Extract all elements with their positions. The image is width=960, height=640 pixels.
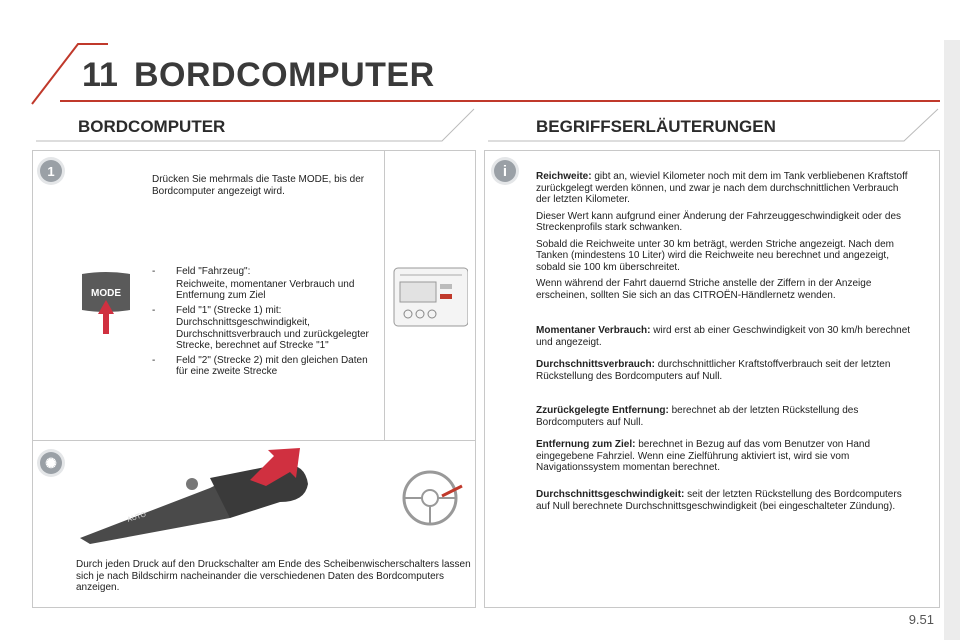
radio-unit-illustration [392,266,468,328]
list-item: - Feld "2" (Strecke 2) mit den gleichen Daten für eine zweite Strecke [152,354,368,377]
info-icon: i [494,160,516,182]
left-panel-vdivider [384,150,385,440]
header-rule [60,100,940,102]
right-section-underline [486,105,942,145]
press-arrow-icon [248,446,302,486]
step-badge: 1 [40,160,62,182]
page-number: 9.51 [908,612,934,627]
definitions [536,171,914,306]
list-item-detail: Durchschnittsgeschwindigkeit, Durchschnittsverbrauch und zurückgelegter Strecke, berechnet auf Strecke "1" [176,317,369,351]
def-durchschnittsverbrauch: Durchschnittsverbrauch: durchschnittlicher Kraftstoffverbrauch seit der letzten Rückstellung des Bordcomputers auf Null. [536,359,891,382]
def-zurueckgelegt: Zzurückgelegte Entfernung: berechnet ab der letzten Rückstellung des Bordcomputers auf Null. [536,405,859,428]
def-entfernung-ziel: Entfernung zum Ziel: berechnet in Bezug auf das vom Benutzer von Hand eingegebene Fahrziel. Wenn eine Zielführung aktiviert ist, wird sie vom Navigationssystem momentan berechnet. [536,439,871,473]
step-instruction: Drücken Sie mehrmals die Taste MODE, bis der Bordcomputer angezeigt wird. [152,174,365,197]
list-item-detail: Reichweite, momentaner Verbrauch und Entfernung zum Ziel [176,278,355,301]
def-reichweite-p2: Dieser Wert kann aufgrund einer Änderung der Fahrzeuggeschwindigkeit oder des Streckenprofils stark schwanken. [536,210,902,233]
mode-button-label: MODE [91,288,121,299]
left-panel-hdivider [32,440,476,441]
chapter-number: 11 [82,56,118,94]
def-durchschnittsgeschwindigkeit: Durchschnittsgeschwindigkeit: seit der letzten Rückstellung des Bordcomputers auf Null berechnete Durchschnittsgeschwindigkeit (bei eingeschalteter Zündung). [536,489,902,512]
field-list [152,266,374,379]
steering-wheel-icon [398,466,468,526]
def-reichweite-p4: Wenn während der Fahrt dauernd Striche anstelle der Ziffern in der Anzeige erscheinen, sollten Sie sich an das CITROËN-Händlernetz wenden. [536,278,872,301]
page-side-tab [944,40,960,640]
mode-button-illustration [80,270,132,336]
right-section-title: BEGRIFFSERLÄUTERUNGEN [536,117,776,136]
def-momentan: Momentaner Verbrauch: wird erst ab einer Geschwindigkeit von 30 km/h berechnet und angezeigt. [536,325,911,348]
stalk-auto-label: AUTO [126,511,148,524]
list-item: - Feld "Fahrzeug": [152,266,251,277]
chapter-title: BORDCOMPUTER [134,56,435,94]
def-reichweite-p3: Sobald die Reichweite unter 30 km beträgt, werden Striche angezeigt. Nach dem Tanken (mindestens 10 Liter) wird die Reichweite neu berechnet und angezeigt, sobald sie 100 km überschreitet. [536,238,894,273]
stalk-description: Durch jeden Druck auf den Druckschalter am Ende des Scheibenwischerschalters lassen sich je nach Bildschirm nacheinander die verschiedenen Daten des Bordcomputers anzeigen. [76,559,471,593]
light-icon: ✺ [40,452,62,474]
def-reichweite: Reichweite: gibt an, wieviel Kilometer noch mit dem im Tank verbliebenen Kraftstoff zurückgelegt werden können, und zwar je nach dem durchschnittlichen Verbrauch der letzten Kilometer. [536,171,908,205]
left-section-title: BORDCOMPUTER [78,117,226,136]
left-section-underline [34,105,478,145]
list-item: - Feld "1" (Strecke 1) mit: [152,304,282,316]
